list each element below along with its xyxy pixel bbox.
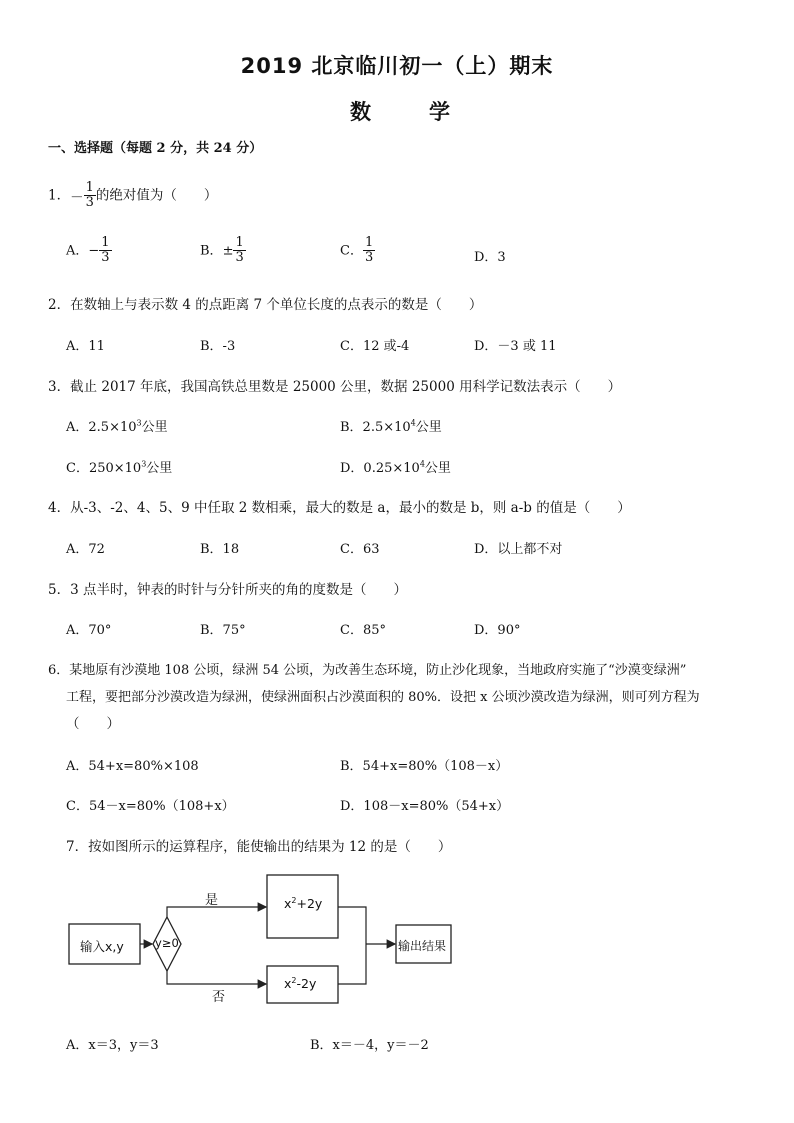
q3-option-b: B．$2.5\times 10^4$公里 bbox=[340, 418, 442, 435]
question-1-stem: 1．－ $\frac{1}{3}$ 的绝对值为（ ） bbox=[48, 180, 218, 211]
q2-option-b: B．-3 bbox=[200, 339, 236, 354]
question-6-line-3: （ ） bbox=[66, 716, 120, 732]
flow-yes-line bbox=[167, 907, 266, 917]
question-1-number: 1． bbox=[48, 187, 71, 204]
q1-fraction: $\frac{1}{3}$ bbox=[85, 180, 94, 211]
q5-option-a: A．70° bbox=[66, 623, 112, 638]
q5-option-d: D．90° bbox=[474, 623, 521, 638]
q6-option-b: B．54+x=80%（108－x） bbox=[340, 759, 509, 774]
q3-option-d: D．$0.25\times 10^4$公里 bbox=[340, 459, 451, 476]
page-title: 2019 北京临川初一（上）期末 bbox=[240, 54, 554, 78]
question-1-tail: 的绝对值为（ ） bbox=[95, 187, 218, 204]
section-heading: 一、选择题（每题 2 分，共 24 分） bbox=[48, 141, 263, 156]
q1-option-b: B．± $\frac{1}{3}$ bbox=[200, 235, 244, 266]
q7-option-b: B．x＝－4，y＝－2 bbox=[310, 1038, 429, 1053]
q6-option-d: D．108－x=80%（54+x） bbox=[340, 799, 510, 814]
q3-option-c: C．$250\times 10^3$公里 bbox=[66, 459, 173, 476]
q1-option-c: C． $\frac{1}{3}$ bbox=[340, 235, 374, 266]
question-2-stem: 2．在数轴上与表示数 4 的点距离 7 个单位长度的点表示的数是（ ） bbox=[48, 297, 483, 313]
question-3-stem: 3．截止 2017 年底，我国高铁总里数是 25000 公里，数据 25000 用科学记数法表示（ ） bbox=[48, 379, 622, 395]
question-5-stem: 5．3 点半时，钟表的时针与分针所夹的角的度数是（ ） bbox=[48, 582, 407, 598]
q5-option-c: C．85° bbox=[340, 623, 386, 638]
q4-option-c: C．63 bbox=[340, 542, 380, 557]
subject-char-2: 学 bbox=[429, 100, 450, 124]
q6-option-c: C．54－x=80%（108+x） bbox=[66, 799, 235, 814]
flow-merge-bottom bbox=[338, 944, 366, 984]
q6-option-a: A．54+x=80%×108 bbox=[66, 759, 199, 774]
question-4-stem: 4．从-3、-2、4、5、9 中任取 2 数相乘，最大的数是 a，最小的数是 b，则 a-b 的值是（ ） bbox=[48, 500, 631, 516]
flow-top-expression: $x^2+2y$ bbox=[284, 896, 323, 912]
question-7-stem: 7．按如图所示的运算程序，能使输出的结果为 12 的是（ ） bbox=[66, 839, 452, 855]
q1-option-d: D．3 bbox=[474, 250, 506, 265]
q4-option-b: B．18 bbox=[200, 542, 240, 557]
q2-option-c: C．12 或-4 bbox=[340, 339, 410, 354]
q7-option-a: A．x＝3，y＝3 bbox=[66, 1038, 159, 1053]
flow-no-line bbox=[167, 971, 266, 984]
flow-merge-top bbox=[338, 907, 366, 944]
q3-option-a: A．$2.5\times 10^3$公里 bbox=[66, 418, 168, 435]
q4-option-d: D．以上都不对 bbox=[474, 542, 563, 557]
q1-option-a: A．− $\frac{1}{3}$ bbox=[66, 235, 110, 266]
flow-input-label: 输入x,y bbox=[80, 939, 124, 954]
q2-option-d: D．－3 或 11 bbox=[474, 339, 557, 354]
q4-option-a: A．72 bbox=[66, 542, 105, 557]
flow-condition-label: y≥0 bbox=[155, 936, 179, 950]
subject-char-1: 数 bbox=[350, 100, 371, 124]
q2-option-a: A．11 bbox=[66, 339, 105, 354]
flow-no-label: 否 bbox=[212, 990, 226, 1005]
question-6-line-1: 6．某地原有沙漠地 108 公顷，绿洲 54 公顷，为改善生态环境，防止沙化现象，当地政府实施了“沙漠变绿洲” bbox=[48, 663, 687, 678]
flow-output-label: 输出结果 bbox=[398, 939, 447, 953]
flow-yes-label: 是 bbox=[205, 893, 219, 908]
question-6-line-2: 工程，要把部分沙漠改造为绿洲，使绿洲面积占沙漠面积的 80%．设把 x 公顷沙漠改造为绿洲，则可列方程为 bbox=[66, 690, 700, 705]
flow-bottom-expression: $x^2-2y$ bbox=[284, 976, 317, 992]
q5-option-b: B．75° bbox=[200, 623, 246, 638]
